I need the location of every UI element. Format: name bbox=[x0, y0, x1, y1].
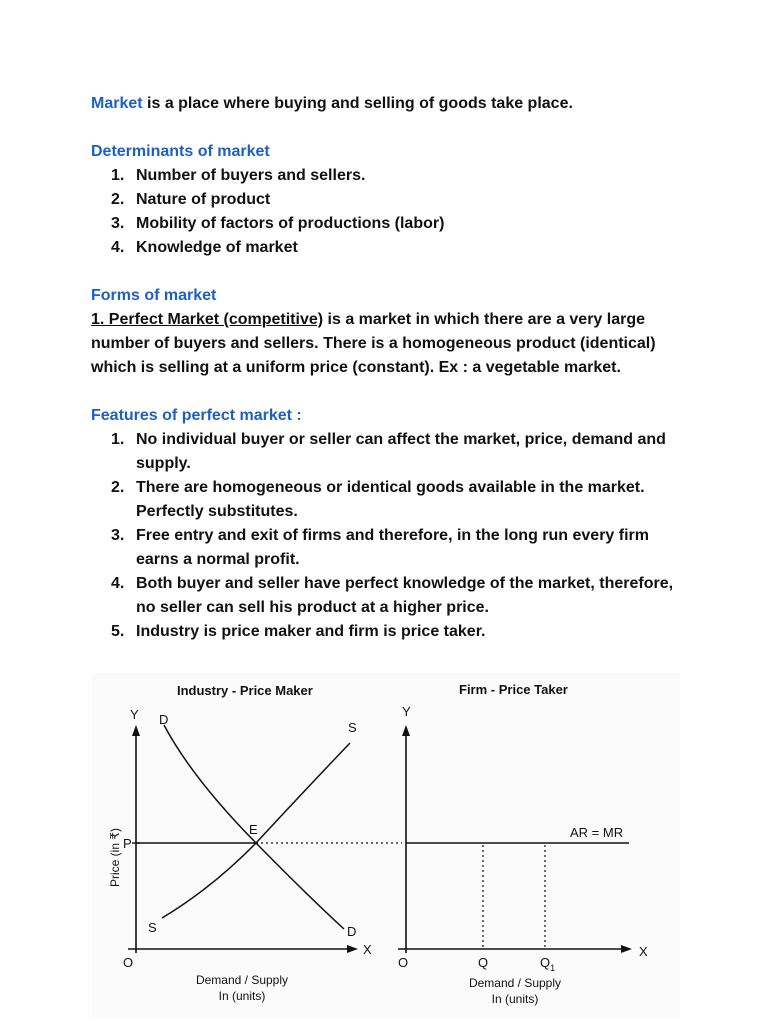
list-item: 3. Free entry and exit of firms and therefore, in the long run every firm earns a normal profit. bbox=[111, 527, 649, 568]
left-x-label: X bbox=[363, 942, 372, 957]
features-heading: Features of perfect market : bbox=[91, 407, 302, 424]
right-origin-label: O bbox=[398, 955, 409, 970]
equilibrium-label: E bbox=[249, 822, 258, 837]
perfect-market-text: is a market in which there are a very large number of buyers and sellers. There is a homogeneous product (identical) which is selling at a uniform price (constant). Ex : a vegetable market. bbox=[91, 311, 656, 376]
perfect-market-paragraph bbox=[91, 308, 681, 380]
determinants-list bbox=[91, 164, 691, 260]
features-list bbox=[91, 428, 691, 644]
supply-label-bottom: S bbox=[148, 920, 157, 935]
diagram-background bbox=[92, 673, 680, 1018]
left-x-title-line2: In (units) bbox=[218, 989, 266, 1003]
list-item: 4. Knowledge of market bbox=[111, 239, 298, 256]
forms-heading: Forms of market bbox=[91, 287, 217, 304]
q-label: Q bbox=[478, 955, 489, 970]
list-item: 1. No individual buyer or seller can affect the market, price, demand and supply. bbox=[111, 431, 666, 472]
list-item: 3. Mobility of factors of productions (labor) bbox=[111, 215, 445, 232]
supply-label-top: S bbox=[348, 720, 357, 735]
right-x-label: X bbox=[639, 944, 648, 959]
demand-label-bottom: D bbox=[347, 924, 357, 939]
market-diagram bbox=[92, 673, 680, 1018]
right-x-title-line2: In (units) bbox=[491, 992, 539, 1006]
list-item: 1. Number of buyers and sellers. bbox=[111, 167, 366, 184]
list-item: 2. There are homogeneous or identical goods available in the market. Perfectly substitutes. bbox=[111, 479, 645, 520]
market-term: Market bbox=[91, 95, 143, 112]
perfect-market-title: 1. Perfect Market (competitive) bbox=[91, 311, 324, 328]
p-label: P bbox=[123, 836, 132, 851]
left-y-label: Y bbox=[130, 707, 139, 722]
left-x-title-line1: Demand / Supply bbox=[195, 973, 289, 987]
list-item: 4. Both buyer and seller have perfect knowledge of the market, therefore, no seller can sell his product at a higher price. bbox=[111, 575, 674, 616]
determinants-heading: Determinants of market bbox=[91, 143, 270, 160]
q1-label: $Q_1$ bbox=[540, 955, 556, 973]
demand-label-top: D bbox=[159, 712, 169, 727]
list-item: 2. Nature of product bbox=[111, 191, 271, 208]
document-body bbox=[91, 92, 691, 644]
ar-mr-label: AR = MR bbox=[570, 825, 624, 840]
price-axis-label: Price (in ₹) bbox=[108, 828, 122, 887]
right-x-title-line1: Demand / Supply bbox=[468, 976, 562, 990]
left-origin-label: O bbox=[123, 955, 134, 970]
intro-text: is a place where buying and selling of goods take place. bbox=[142, 95, 573, 112]
right-y-label: Y bbox=[402, 704, 411, 719]
left-chart-title: Industry - Price Maker bbox=[177, 683, 313, 698]
intro-paragraph bbox=[91, 92, 691, 116]
right-chart-title: Firm - Price Taker bbox=[459, 682, 568, 697]
diagram-svg bbox=[92, 673, 680, 1018]
list-item: 5. Industry is price maker and firm is price taker. bbox=[111, 623, 486, 640]
